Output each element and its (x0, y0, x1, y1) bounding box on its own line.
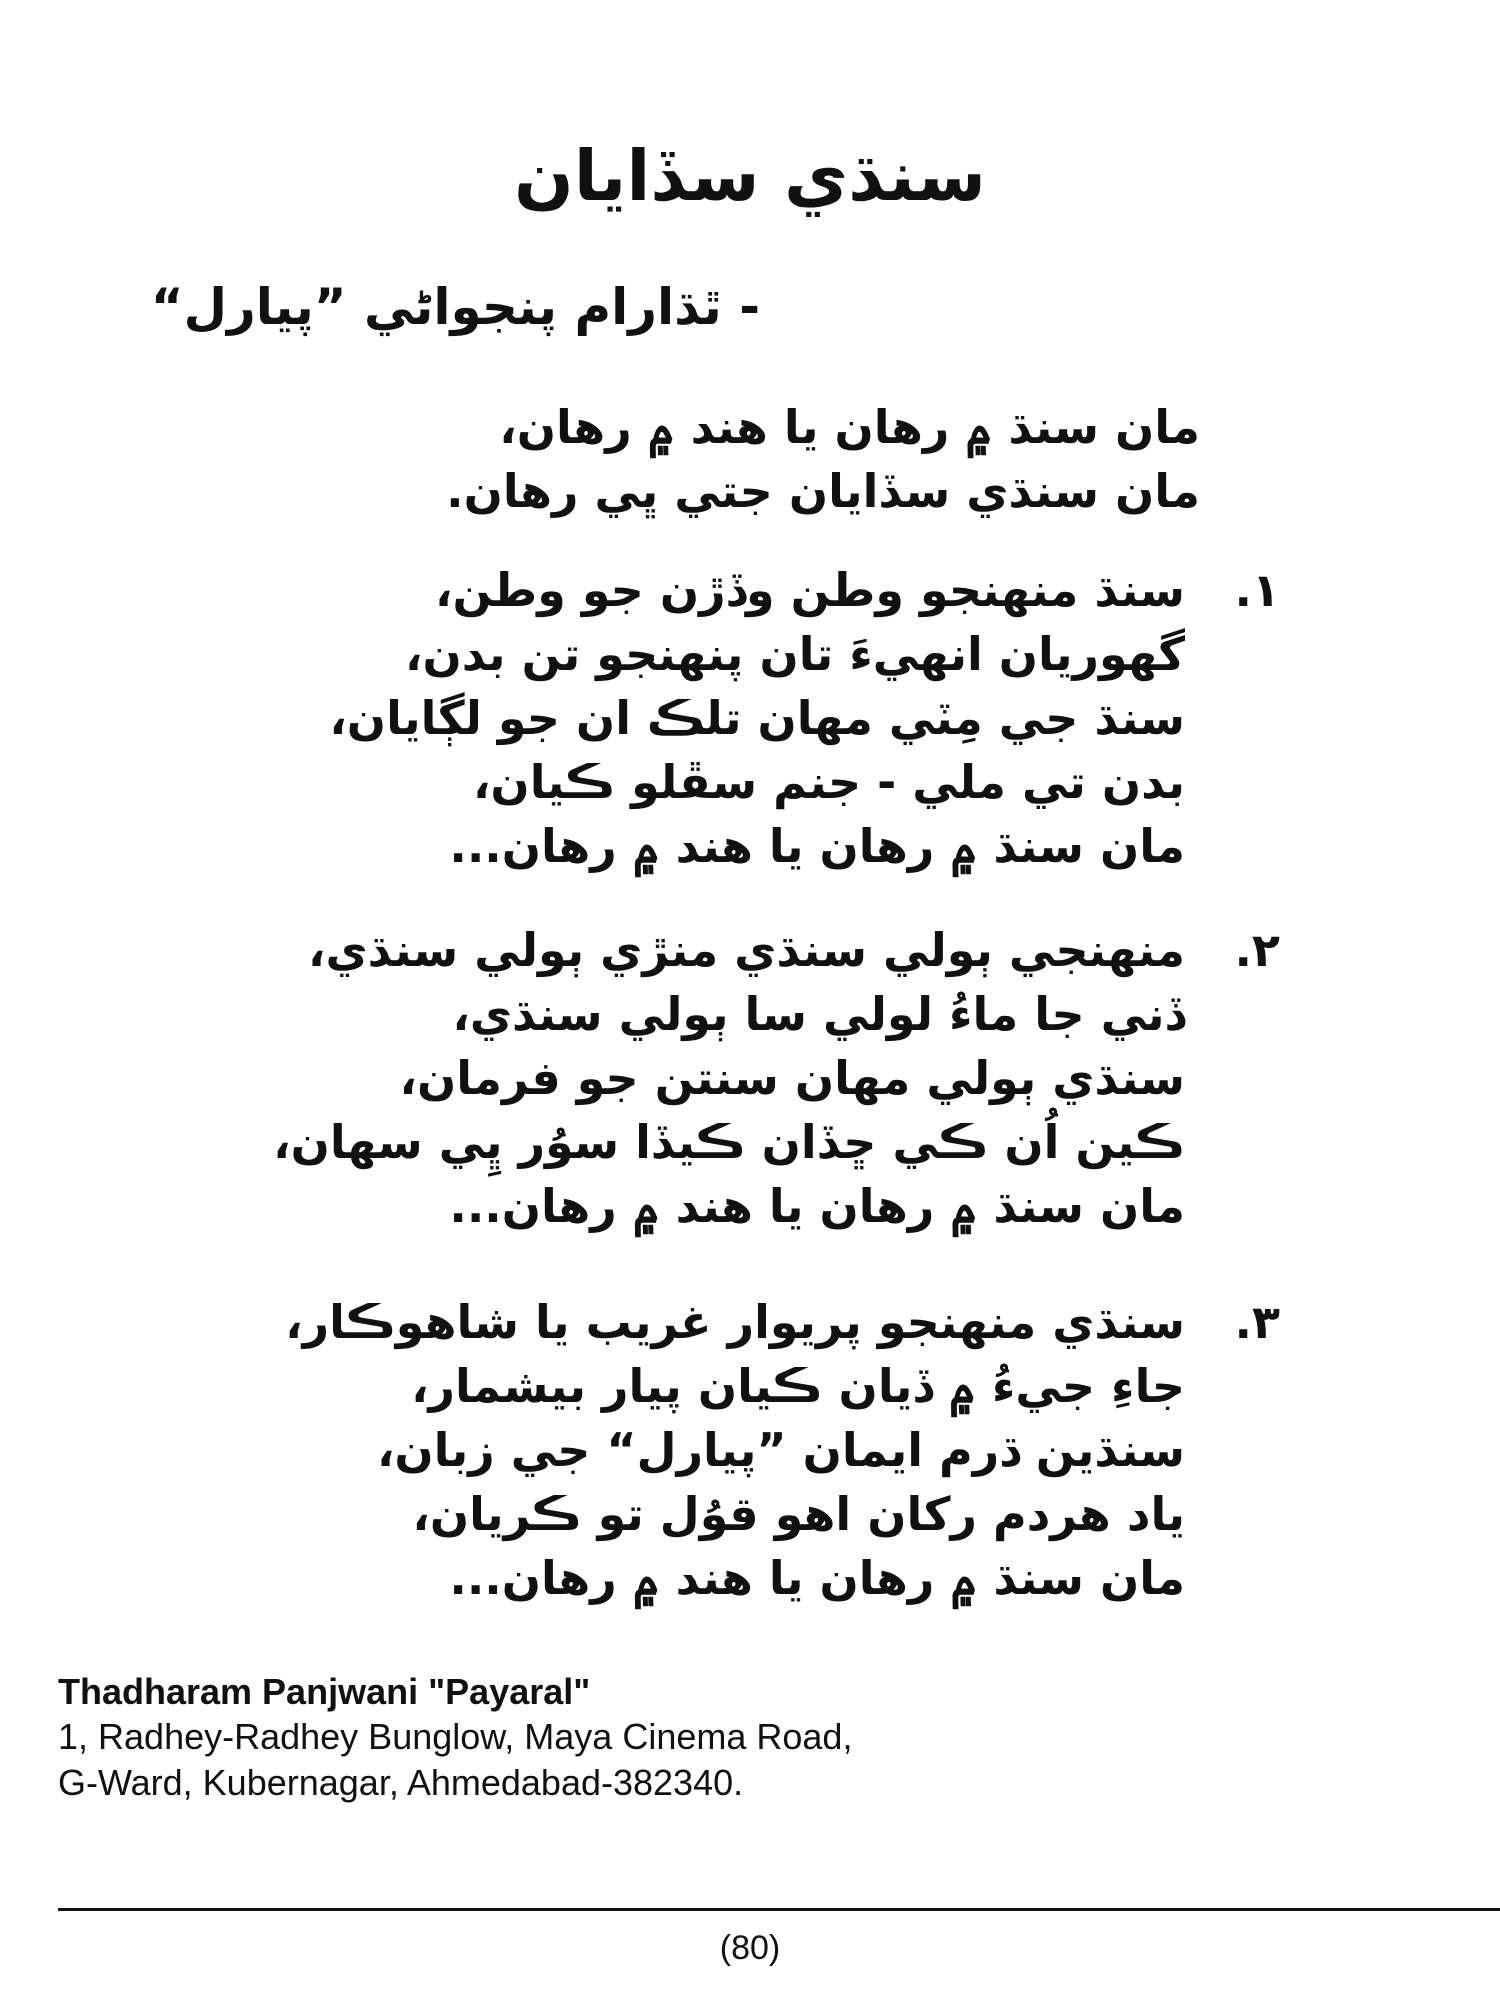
verse-line: مان سنڌ ۾ رهان يا هند ۾ رهان... (449, 1179, 1185, 1233)
verse-line: منهنجي ٻولي سنڌي منڙي ٻولي سنڌي، (307, 923, 1185, 977)
verse-line: ڏني جا ماءُ لولي سا ٻولي سنڌي، (452, 987, 1185, 1041)
verse-line: سنڌ جي مِٽي مهان تلڪ ان جو لڳايان، (329, 691, 1185, 745)
stanza-number: ٣. (1234, 1295, 1280, 1349)
stanza-lines (300, 558, 1185, 878)
author-address-line: G-Ward, Kubernagar, Ahmedabad-382340. (58, 1762, 744, 1803)
poet-byline: - ٿڌارام پنجواڻي ”پيارل“ (150, 278, 760, 336)
verse-line: سنڌي ٻولي مهان سنتن جو فرمان، (399, 1051, 1185, 1105)
verse-line: مان سنڌ ۾ رهان يا هند ۾ رهان... (449, 1551, 1185, 1605)
author-block (58, 1670, 1258, 1806)
verse-line: بدن تي ملي - جنم سڦلو ڪيان، (472, 755, 1185, 809)
stanza-lines (273, 918, 1185, 1238)
verse-line: ياد هردم رکان اهو قوُل تو ڪريان، (412, 1487, 1185, 1541)
verse-line: گهوريان انهيءَ تان پنهنجو تن بدن، (404, 627, 1185, 681)
stanza-3 (285, 1290, 1280, 1610)
refrain (300, 395, 1200, 523)
verse-line: سنڌي منهنجو پريوار غريب يا شاهوڪار، (285, 1295, 1185, 1349)
verse-line: ڪين اُن ڪي ڇڏان ڪيڏا سوُر ڀِي سهان، (273, 1115, 1185, 1169)
poem-title: سنڌي سڏايان (514, 135, 986, 217)
stanza-number: ١. (1234, 563, 1280, 617)
refrain-line: مان سنڌ ۾ رهان يا هند ۾ رهان، (499, 400, 1200, 454)
page-number: (80) (719, 1929, 781, 1967)
stanza-2 (273, 918, 1280, 1238)
verse-line: سنڌ منهنجو وطن وڏڙن جو وطن، (435, 563, 1185, 617)
refrain-line: مان سنڌي سڏايان جتي ڀي رهان. (446, 464, 1200, 518)
stanza-1 (300, 558, 1280, 878)
stanza-number: ٢. (1234, 923, 1280, 977)
footer-divider (58, 1908, 1500, 1911)
verse-line: جاءِ جيءُ ۾ ڏيان ڪيان پيار بيشمار، (411, 1359, 1185, 1413)
verse-line: مان سنڌ ۾ رهان يا هند ۾ رهان... (449, 819, 1185, 873)
author-name: Thadharam Panjwani "Payaral" (58, 1671, 591, 1712)
verse-line: سنڌين ڌرم ايمان ”پيارل“ جي زبان، (376, 1423, 1185, 1477)
stanza-lines (285, 1290, 1185, 1610)
author-address-line: 1, Radhey-Radhey Bunglow, Maya Cinema Road, (58, 1716, 853, 1757)
